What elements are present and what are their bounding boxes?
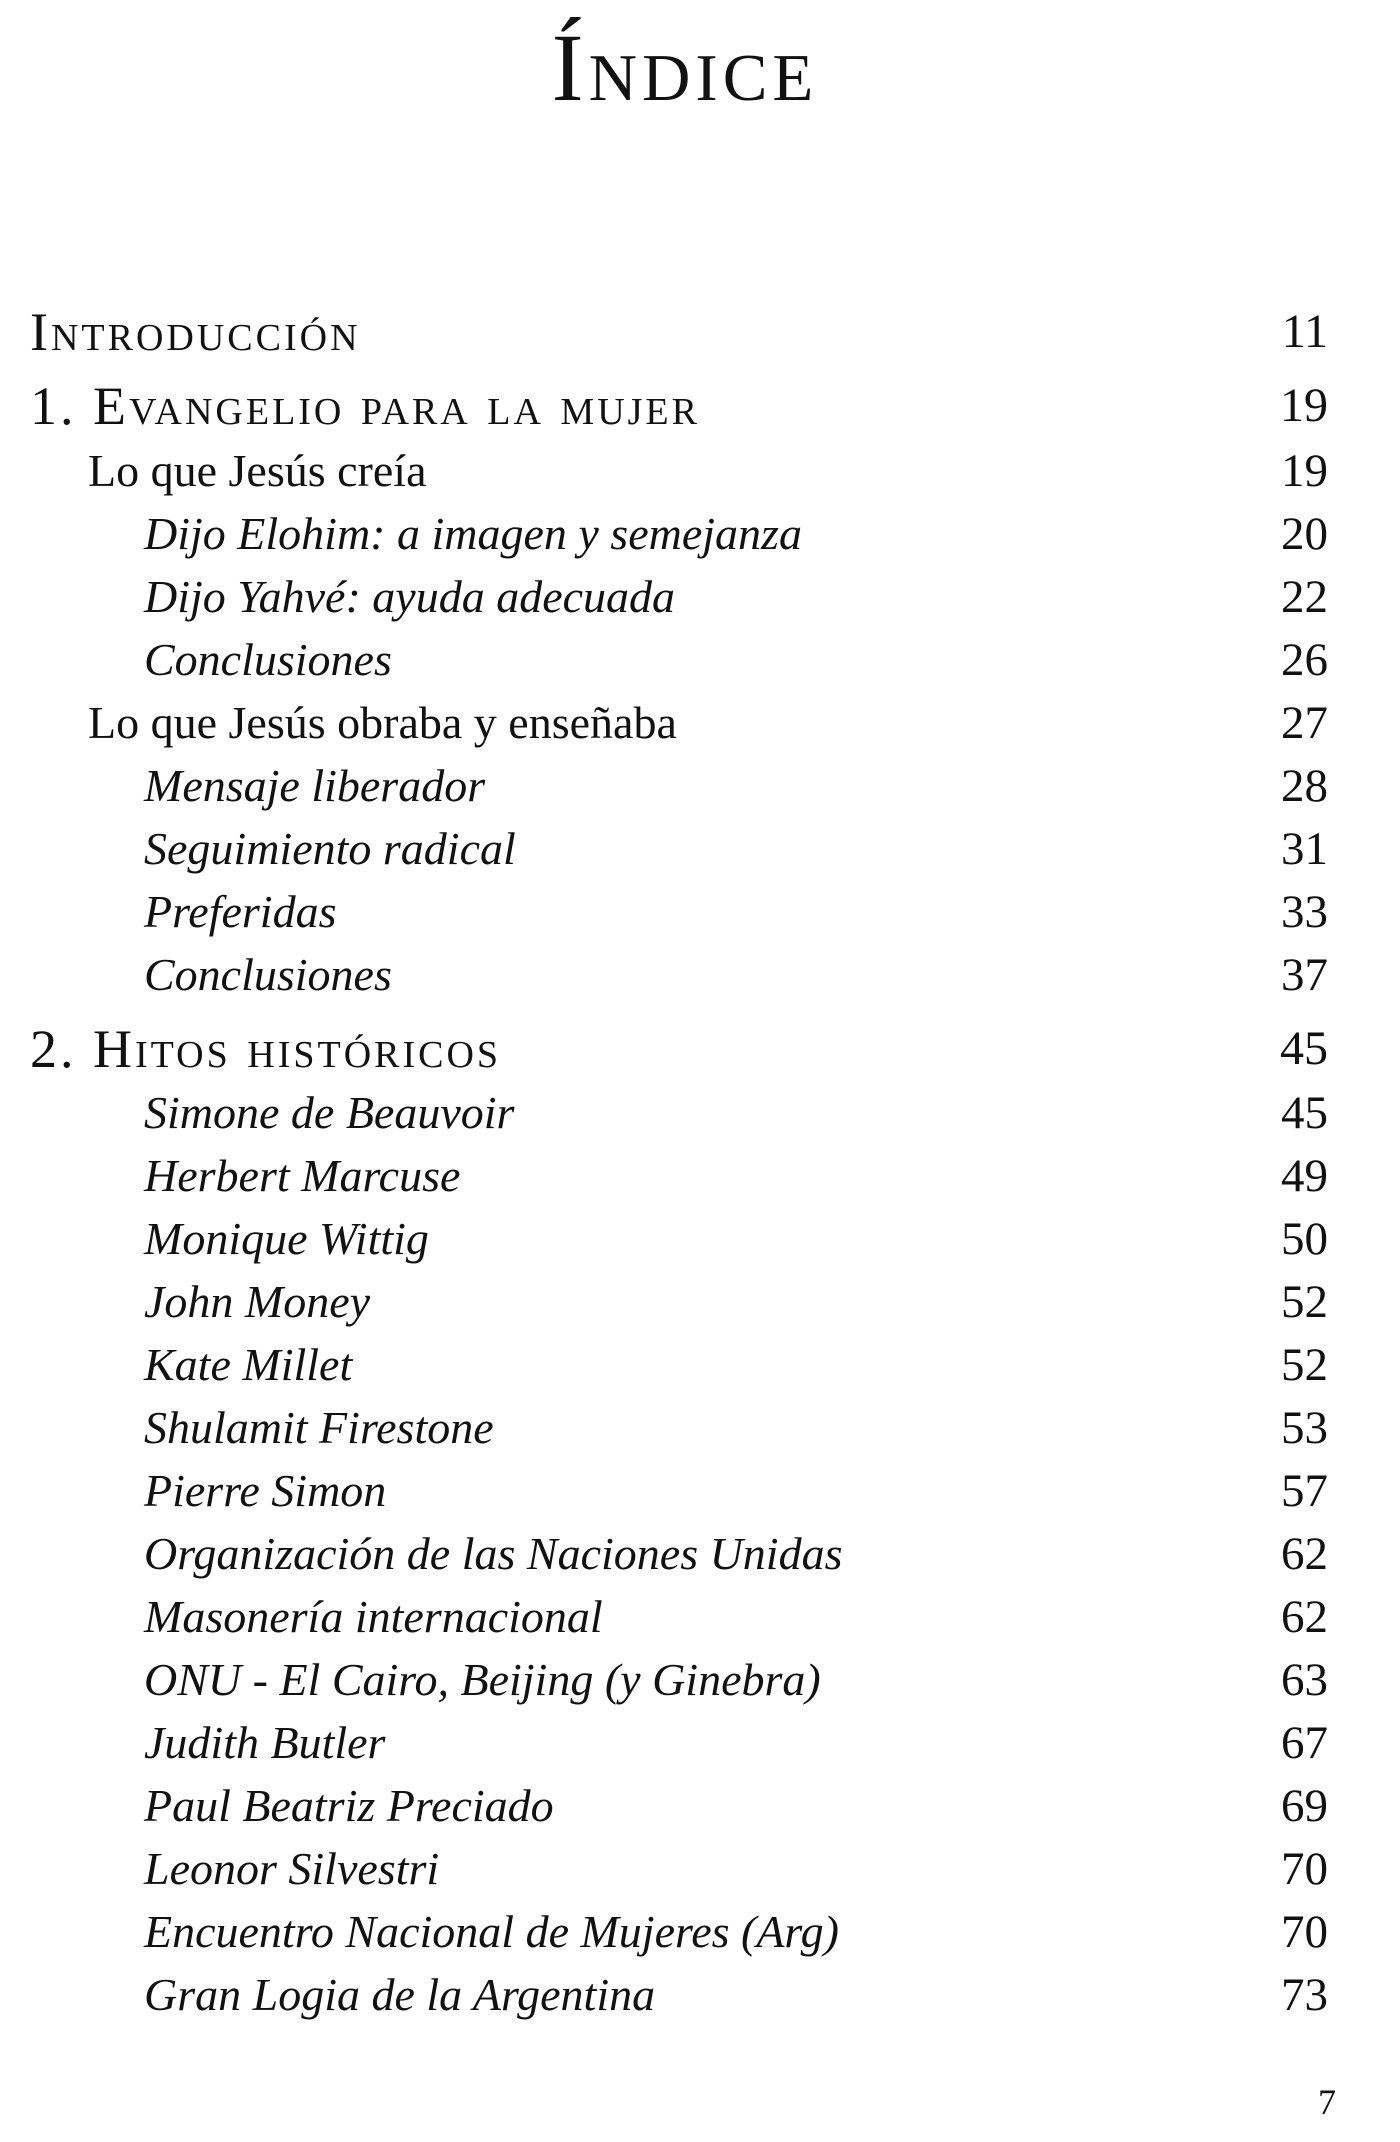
toc-entry-title: Preferidas [144, 886, 337, 937]
toc-entry-subsection[interactable] [0, 1209, 1400, 1269]
toc-entry-title: Mensaje liberador [144, 760, 486, 811]
toc-entry-page: 52 [1281, 1276, 1328, 1328]
toc-entry-subsection[interactable] [0, 1524, 1400, 1584]
toc-entry-page: 45 [1280, 1022, 1328, 1075]
toc-entry-title: Conclusiones [144, 949, 392, 1000]
toc-entry-title: Encuentro Nacional de Mujeres (Arg) [144, 1906, 839, 1957]
toc-entry-page: 26 [1281, 634, 1328, 686]
toc-entry-page: 11 [1281, 305, 1328, 358]
page-title: Índice [551, 14, 819, 121]
toc-entry-title: Shulamit Firestone [144, 1402, 494, 1453]
toc-entry-page: 62 [1281, 1528, 1328, 1580]
toc-entry-subsection[interactable] [0, 1146, 1400, 1206]
toc-entry-page: 63 [1281, 1654, 1328, 1706]
toc-entry-page: 67 [1281, 1717, 1328, 1769]
toc-entry-title: Introducción [30, 302, 361, 362]
toc-entry-page: 45 [1281, 1087, 1328, 1139]
toc-entry-page: 19 [1281, 445, 1328, 497]
toc-entry-title: Gran Logia de la Argentina [144, 1969, 656, 2020]
toc-entry-subsection[interactable] [0, 1083, 1400, 1143]
toc-entry-title: Organización de las Naciones Unidas [144, 1528, 843, 1579]
toc-entry-page: 33 [1281, 886, 1328, 938]
toc-entry-subsection[interactable] [0, 1650, 1400, 1710]
toc-entry-section[interactable] [0, 441, 1400, 501]
toc-entry-subsection[interactable] [0, 567, 1400, 627]
toc-entry-title: Conclusiones [144, 634, 392, 685]
toc-entry-page: 37 [1281, 949, 1328, 1001]
toc-entry-title: Monique Wittig [144, 1213, 429, 1264]
toc-entry-subsection[interactable] [0, 1902, 1400, 1962]
toc-entry-chapter-1[interactable] [0, 376, 1400, 436]
toc-entry-title: Dijo Elohim: a imagen y semejanza [144, 508, 802, 559]
toc-entry-subsection[interactable] [0, 1776, 1400, 1836]
toc-entry-subsection[interactable] [0, 1839, 1400, 1899]
toc-entry-page: 22 [1281, 571, 1328, 623]
page-number: 7 [1318, 2082, 1336, 2122]
toc-entry-page: 52 [1281, 1339, 1328, 1391]
toc-entry-subsection[interactable] [0, 882, 1400, 942]
toc-entry-title: ONU - El Cairo, Beijing (y Ginebra) [144, 1654, 821, 1705]
toc-entry-page: 62 [1281, 1591, 1328, 1643]
toc-entry-page: 19 [1280, 379, 1328, 432]
toc-entry-page: 28 [1281, 760, 1328, 812]
toc-entry-title: Paul Beatriz Preciado [144, 1780, 554, 1831]
toc-entry-subsection[interactable] [0, 1713, 1400, 1773]
toc-entry-page: 27 [1281, 697, 1328, 749]
toc-entry-subsection[interactable] [0, 1461, 1400, 1521]
toc-entry-title: Simone de Beauvoir [144, 1087, 515, 1138]
toc-entry-page: 73 [1281, 1969, 1328, 2021]
toc-entry-title: Leonor Silvestri [144, 1843, 440, 1894]
toc-entry-subsection[interactable] [0, 630, 1400, 690]
toc-entry-subsection[interactable] [0, 756, 1400, 816]
toc-entry-title: Lo que Jesús creía [88, 445, 427, 496]
toc-entry-subsection[interactable] [0, 504, 1400, 564]
toc-entry-page: 31 [1281, 823, 1328, 875]
toc-entry-title: John Money [144, 1276, 371, 1327]
toc-entry-page: 20 [1281, 508, 1328, 560]
toc-entry-page: 69 [1281, 1780, 1328, 1832]
toc-entry-page: 53 [1281, 1402, 1328, 1454]
toc-entry-page: 49 [1281, 1150, 1328, 1202]
toc-entry-subsection[interactable] [0, 1587, 1400, 1647]
toc-entry-subsection[interactable] [0, 819, 1400, 879]
toc-entry-subsection[interactable] [0, 945, 1400, 1005]
toc-entry-title: Herbert Marcuse [144, 1150, 461, 1201]
toc-entry-page: 70 [1281, 1906, 1328, 1958]
toc-entry-page: 70 [1281, 1843, 1328, 1895]
toc-entry-title: Lo que Jesús obraba y enseñaba [88, 697, 677, 748]
toc-entry-page: 50 [1281, 1213, 1328, 1265]
toc-entry-title: 2. Hitos históricos [30, 1019, 502, 1079]
toc-entry-title: Pierre Simon [144, 1465, 387, 1516]
toc-entry-title: Seguimiento radical [144, 823, 516, 874]
toc-entry-subsection[interactable] [0, 1965, 1400, 2025]
toc-entry-title: Masonería internacional [144, 1591, 603, 1642]
toc-entry-page: 57 [1281, 1465, 1328, 1517]
toc-entry-title: Kate Millet [144, 1339, 353, 1390]
toc-entry-title: Dijo Yahvé: ayuda adecuada [144, 571, 676, 622]
toc-entry-subsection[interactable] [0, 1398, 1400, 1458]
toc-entry-title: Judith Butler [144, 1717, 386, 1768]
toc-entry-title: 1. Evangelio para la mujer [30, 376, 700, 436]
toc-entry-subsection[interactable] [0, 1272, 1400, 1332]
toc-entry-introduccion[interactable] [0, 302, 1400, 362]
toc-entry-chapter-2[interactable] [0, 1019, 1400, 1079]
toc-entry-subsection[interactable] [0, 1335, 1400, 1395]
toc-entry-section[interactable] [0, 693, 1400, 753]
